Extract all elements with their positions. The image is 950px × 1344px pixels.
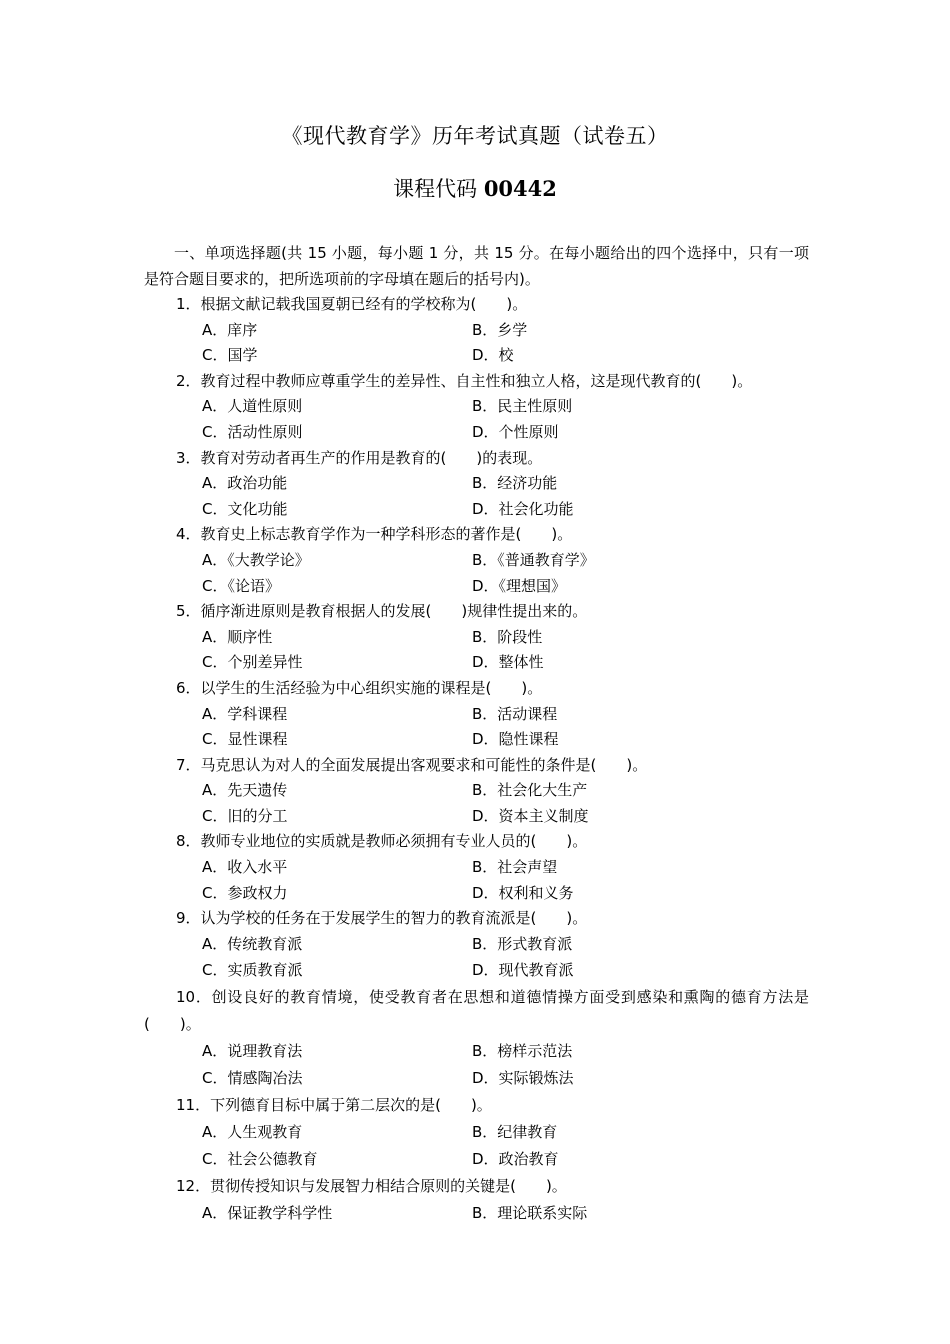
- question-8: [144, 829, 824, 906]
- option-a: A．庠序: [202, 320, 258, 339]
- question-6: [144, 676, 824, 753]
- option-d: D．隐性课程: [472, 730, 559, 749]
- option-a: A．学科课程: [202, 704, 288, 723]
- course-code-value: 00442: [483, 176, 557, 201]
- option-d: D．社会化功能: [472, 499, 574, 518]
- question-stem: 12．贯彻传授知识与发展智力相结合原则的关键是( )。: [176, 1177, 567, 1196]
- question-10: [144, 984, 824, 1092]
- question-stem: 5．循序渐进原则是教育根据人的发展( )规律性提出来的。: [176, 602, 588, 621]
- question-9: [144, 906, 824, 984]
- option-c: C．活动性原则: [202, 422, 303, 441]
- option-b: B．社会化大生产: [472, 781, 588, 800]
- question-12: [144, 1173, 824, 1227]
- question-3: [144, 446, 824, 523]
- option-a: A．顺序性: [202, 627, 273, 646]
- option-a: A．人生观教育: [202, 1123, 303, 1142]
- question-list: [144, 292, 824, 1227]
- option-d: D．校: [472, 346, 514, 365]
- option-b: B．《普通教育学》: [472, 550, 595, 569]
- option-c: C．国学: [202, 346, 258, 365]
- option-d: D．实际锻炼法: [472, 1069, 574, 1088]
- question-5: [144, 599, 824, 676]
- question-stem: 2．教育过程中教师应尊重学生的差异性、自主性和独立人格，这是现代教育的( )。: [176, 371, 753, 390]
- question-stem: 3．教育对劳动者再生产的作用是教育的( )的表现。: [176, 448, 543, 467]
- option-d: D．现代教育派: [472, 961, 574, 980]
- option-c: C．实质教育派: [202, 961, 303, 980]
- option-c: C．旧的分工: [202, 806, 288, 825]
- option-a: A．收入水平: [202, 858, 288, 877]
- option-a: A．说理教育法: [202, 1042, 303, 1061]
- question-stem: 10．创设良好的教育情境，使受教育者在思想和道德情操方面受到感染和熏陶的德育方法是( )。: [144, 988, 809, 1034]
- option-d: D．政治教育: [472, 1150, 559, 1169]
- question-stem: 7．马克思认为对人的全面发展提出客观要求和可能性的条件是( )。: [176, 755, 648, 774]
- option-c: C．显性课程: [202, 730, 288, 749]
- option-d: D．资本主义制度: [472, 806, 589, 825]
- option-c: C．参政权力: [202, 883, 288, 902]
- course-code: [0, 173, 950, 203]
- option-b: B．理论联系实际: [472, 1204, 588, 1223]
- option-a: A．人道性原则: [202, 397, 303, 416]
- option-b: B．阶段性: [472, 627, 543, 646]
- option-d: D．《理想国》: [472, 576, 567, 595]
- question-7: [144, 753, 824, 830]
- question-stem: 6．以学生的生活经验为中心组织实施的课程是( )。: [176, 678, 543, 697]
- option-b: B．形式教育派: [472, 934, 573, 953]
- option-a: A．传统教育派: [202, 934, 303, 953]
- question-11: [144, 1092, 824, 1173]
- question-stem: 11．下列德育目标中属于第二层次的是( )。: [176, 1096, 492, 1115]
- question-1: [144, 292, 824, 369]
- document-title: 《现代教育学》历年考试真题（试卷五）: [281, 124, 669, 148]
- option-c: C．个别差异性: [202, 653, 303, 672]
- question-stem: 1．根据文献记载我国夏朝已经有的学校称为( )。: [176, 295, 528, 313]
- option-c: C．文化功能: [202, 499, 288, 518]
- option-b: B．社会声望: [472, 858, 558, 877]
- option-b: B．乡学: [472, 320, 528, 339]
- option-b: B．民主性原则: [472, 397, 573, 416]
- question-stem: 9．认为学校的任务在于发展学生的智力的教育流派是( )。: [176, 909, 588, 928]
- option-c: C．情感陶冶法: [202, 1069, 303, 1088]
- option-b: B．纪律教育: [472, 1123, 558, 1142]
- option-b: B．活动课程: [472, 704, 558, 723]
- option-a: A．保证教学科学性: [202, 1204, 333, 1223]
- option-a: A．先天遗传: [202, 781, 288, 800]
- option-c: C．《论语》: [202, 576, 280, 595]
- question-stem: 4．教育史上标志教育学作为一种学科形态的著作是( )。: [176, 525, 573, 544]
- course-code-label: 课程代码: [393, 177, 484, 201]
- option-a: A．《大教学论》: [202, 550, 310, 569]
- option-d: D．整体性: [472, 653, 544, 672]
- option-d: D．个性原则: [472, 422, 559, 441]
- option-d: D．权利和义务: [472, 883, 574, 902]
- question-4: [144, 522, 824, 599]
- question-2: [144, 369, 824, 446]
- question-stem: 8．教师专业地位的实质就是教师必须拥有专业人员的( )。: [176, 832, 588, 851]
- option-a: A．政治功能: [202, 474, 288, 493]
- section-intro: 一、单项选择题(共 15 小题，每小题 1 分，共 15 分。在每小题给出的四个选择中，只有一项是符合题目要求的，把所选项前的字母填在题后的括号内)。: [144, 244, 809, 288]
- option-c: C．社会公德教育: [202, 1150, 318, 1169]
- option-b: B．榜样示范法: [472, 1042, 573, 1061]
- option-b: B．经济功能: [472, 474, 558, 493]
